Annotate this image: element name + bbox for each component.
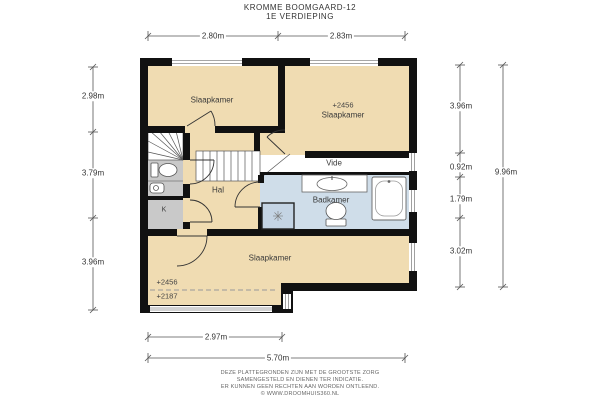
dimension-line-top	[145, 31, 408, 41]
dim-label-right-4: 3.02m	[449, 246, 473, 256]
room-label-closet: K	[161, 206, 167, 214]
window	[172, 58, 242, 66]
dim-label-top-1: 2.80m	[201, 31, 225, 41]
room-label-bedroom-top-left: Slaapkamer	[190, 95, 234, 105]
plan-subtitle: 1E VERDIEPING	[266, 12, 334, 21]
dim-label-right-1: 3.96m	[449, 101, 473, 111]
dim-label-left-1: 2.98m	[81, 91, 105, 101]
dim-label-bottom-2: 5.70m	[266, 353, 290, 363]
dim-label-right-3: 1.79m	[449, 194, 473, 204]
plan-title: KROMME BOOMGAARD-12	[243, 3, 357, 12]
disclaimer-copyright: © WWW.DROOMHUIS360.NL	[260, 391, 340, 397]
room-label-vide: Vide	[326, 158, 342, 168]
ceiling-height-label: +2456	[156, 277, 178, 287]
window	[283, 294, 291, 309]
room-label-hall: Hal	[211, 185, 225, 195]
window	[409, 190, 417, 212]
window	[409, 243, 417, 271]
bathroom-sink-icon	[302, 175, 367, 192]
disclaimer-line: DEZE PLATTEGRONDEN ZIJN MET DE GROOTSTE ZORG	[220, 370, 380, 376]
bathroom-toilet-icon	[326, 203, 346, 227]
hand-basin-icon	[150, 183, 164, 193]
winder-stairs-icon	[148, 131, 183, 160]
toilet-icon	[151, 163, 177, 177]
dim-label-right-2: 0.92m	[449, 162, 473, 172]
dimension-line-right	[455, 62, 465, 290]
bathtub-icon	[372, 177, 406, 220]
dim-label-bottom-1: 2.97m	[204, 332, 228, 342]
dim-label-left-3: 3.96m	[81, 257, 105, 267]
room-label-bathroom: Badkamer	[312, 195, 350, 205]
window	[150, 306, 272, 312]
room-label-bedroom-bottom: Slaapkamer	[248, 253, 292, 263]
dim-label-left-2: 3.79m	[81, 168, 105, 178]
window	[409, 153, 417, 171]
disclaimer-line: SAMENGESTELD EN DIENEN TER INDICATIE.	[236, 377, 364, 383]
disclaimer-line: ER KUNNEN GEEN RECHTEN AAN WORDEN ONTLEEND.	[220, 384, 380, 390]
window	[310, 58, 378, 66]
dim-label-top-2: 2.83m	[329, 31, 353, 41]
dimension-line-left	[88, 64, 98, 313]
ceiling-height-label: +2456	[332, 100, 354, 110]
dim-label-right-total: 9.96m	[494, 167, 518, 177]
room-label-bedroom-top-right: +2456 Slaapkamer	[321, 100, 365, 119]
ceiling-height-label: +2187	[156, 291, 178, 301]
shower-icon	[262, 203, 294, 229]
